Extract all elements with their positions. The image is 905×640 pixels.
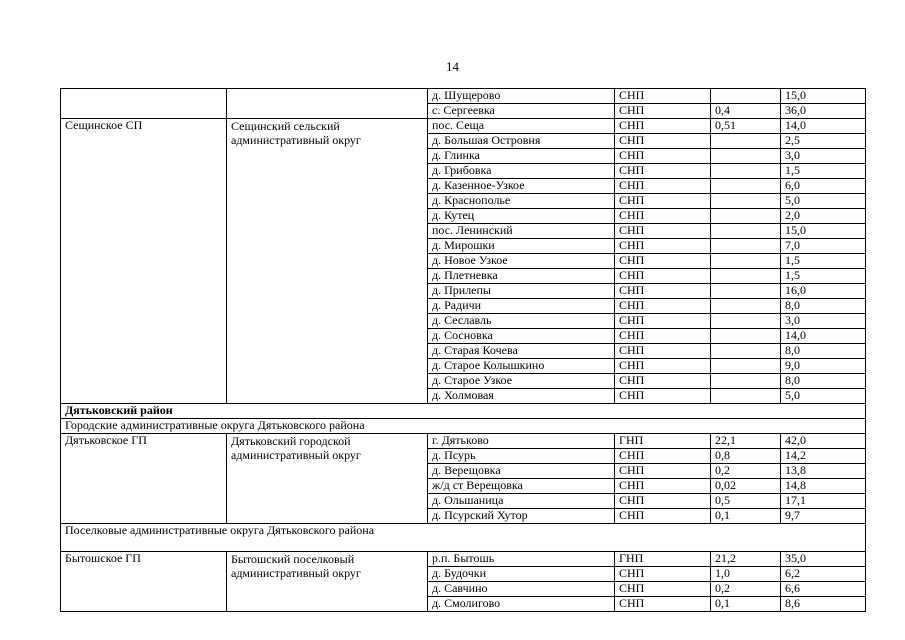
table-row [61, 552, 866, 567]
settlement-cell: Дятьковское ГП [61, 434, 227, 524]
type-cell: СНП [615, 209, 711, 224]
area-cell: 22,1 [711, 434, 781, 449]
value-cell: 2,5 [781, 134, 866, 149]
type-cell: СНП [615, 284, 711, 299]
area-cell [711, 374, 781, 389]
value-cell: 42,0 [781, 434, 866, 449]
value-cell: 13,8 [781, 464, 866, 479]
locality-cell: д. Шущерово [428, 89, 615, 104]
value-cell: 14,0 [781, 119, 866, 134]
area-cell [711, 389, 781, 404]
area-cell [711, 269, 781, 284]
locality-cell: д. Прилепы [428, 284, 615, 299]
value-cell: 6,0 [781, 179, 866, 194]
locality-cell: д. Сосновка [428, 329, 615, 344]
locality-cell: д. Старое Узкое [428, 374, 615, 389]
value-cell: 8,0 [781, 299, 866, 314]
locality-cell: д. Грибовка [428, 164, 615, 179]
table-row [61, 119, 866, 134]
type-cell: СНП [615, 494, 711, 509]
type-cell: СНП [615, 344, 711, 359]
value-cell: 6,2 [781, 567, 866, 582]
locality-cell: пос. Сеща [428, 119, 615, 134]
value-cell: 36,0 [781, 104, 866, 119]
locality-cell: д. Смолигово [428, 597, 615, 612]
district-cell: Сещинский сельский административный округ [227, 119, 428, 404]
type-cell: СНП [615, 374, 711, 389]
value-cell: 1,5 [781, 269, 866, 284]
type-cell: СНП [615, 464, 711, 479]
value-cell: 35,0 [781, 552, 866, 567]
area-cell [711, 164, 781, 179]
area-cell [711, 359, 781, 374]
area-cell: 0,5 [711, 494, 781, 509]
value-cell: 6,6 [781, 582, 866, 597]
area-cell [711, 179, 781, 194]
locality-cell: д. Старая Кочева [428, 344, 615, 359]
type-cell: СНП [615, 314, 711, 329]
district-cell: Дятьковский городской административный округ [227, 434, 428, 524]
value-cell: 5,0 [781, 194, 866, 209]
region-heading: Дятьковский район [61, 404, 866, 419]
area-cell: 0,2 [711, 464, 781, 479]
type-cell: СНП [615, 509, 711, 524]
value-cell: 3,0 [781, 314, 866, 329]
locality-cell: д. Радичи [428, 299, 615, 314]
area-cell [711, 284, 781, 299]
locality-cell: д. Холмовая [428, 389, 615, 404]
locality-cell: пос. Ленинский [428, 224, 615, 239]
area-cell [711, 299, 781, 314]
locality-cell: д. Сеславль [428, 314, 615, 329]
value-cell: 7,0 [781, 239, 866, 254]
type-cell: СНП [615, 254, 711, 269]
type-cell: СНП [615, 359, 711, 374]
type-cell: СНП [615, 224, 711, 239]
area-cell: 0,8 [711, 449, 781, 464]
district-cell [227, 89, 428, 119]
locality-cell: ж/д ст Верещовка [428, 479, 615, 494]
district-cell: Бытошский поселковый административный округ [227, 552, 428, 612]
area-cell [711, 314, 781, 329]
locality-cell: д. Псурский Хутор [428, 509, 615, 524]
area-cell [711, 149, 781, 164]
value-cell: 16,0 [781, 284, 866, 299]
locality-cell: д. Краснополье [428, 194, 615, 209]
type-cell: СНП [615, 479, 711, 494]
area-cell: 0,02 [711, 479, 781, 494]
locality-cell: д. Псурь [428, 449, 615, 464]
type-cell: ГНП [615, 434, 711, 449]
locality-cell: д. Глинка [428, 149, 615, 164]
locality-cell: г. Дятьково [428, 434, 615, 449]
type-cell: СНП [615, 104, 711, 119]
value-cell: 8,0 [781, 374, 866, 389]
value-cell: 1,5 [781, 164, 866, 179]
area-cell [711, 194, 781, 209]
type-cell: СНП [615, 582, 711, 597]
type-cell: СНП [615, 389, 711, 404]
type-cell: СНП [615, 89, 711, 104]
locality-cell: д. Кутец [428, 209, 615, 224]
type-cell: СНП [615, 239, 711, 254]
page-number: 14 [446, 59, 459, 74]
area-cell: 0,1 [711, 509, 781, 524]
area-cell [711, 224, 781, 239]
type-cell: СНП [615, 449, 711, 464]
section-row [61, 419, 866, 434]
value-cell: 1,5 [781, 254, 866, 269]
type-cell: СНП [615, 299, 711, 314]
locality-cell: д. Плетневка [428, 269, 615, 284]
settlement-cell: Сещинское СП [61, 119, 227, 404]
area-cell: 0,1 [711, 597, 781, 612]
table-row [61, 434, 866, 449]
settlement-cell [61, 89, 227, 119]
type-cell: СНП [615, 134, 711, 149]
type-cell: СНП [615, 567, 711, 582]
area-cell [711, 254, 781, 269]
area-cell [711, 239, 781, 254]
section-row [61, 524, 866, 552]
value-cell: 14,0 [781, 329, 866, 344]
value-cell: 3,0 [781, 149, 866, 164]
locality-cell: д. Ольшаница [428, 494, 615, 509]
locality-cell: д. Старое Колышкино [428, 359, 615, 374]
area-cell [711, 209, 781, 224]
section-row [61, 404, 866, 419]
area-cell: 0,4 [711, 104, 781, 119]
value-cell: 8,6 [781, 597, 866, 612]
locality-cell: д. Новое Узкое [428, 254, 615, 269]
value-cell: 17,1 [781, 494, 866, 509]
area-cell: 1,0 [711, 567, 781, 582]
value-cell: 9,0 [781, 359, 866, 374]
type-cell: ГНП [615, 552, 711, 567]
value-cell: 8,0 [781, 344, 866, 359]
value-cell: 14,2 [781, 449, 866, 464]
area-cell: 0,2 [711, 582, 781, 597]
area-cell: 0,51 [711, 119, 781, 134]
locality-cell: д. Мирошки [428, 239, 615, 254]
locality-cell: д. Верещовка [428, 464, 615, 479]
type-cell: СНП [615, 119, 711, 134]
value-cell: 9,7 [781, 509, 866, 524]
type-cell: СНП [615, 179, 711, 194]
value-cell: 5,0 [781, 389, 866, 404]
locality-cell: д. Будочки [428, 567, 615, 582]
value-cell: 15,0 [781, 89, 866, 104]
urban-section-heading: Городские административные округа Дятьковского района [61, 419, 866, 434]
area-cell: 21,2 [711, 552, 781, 567]
settlement-cell: Бытошское ГП [61, 552, 227, 612]
area-cell [711, 344, 781, 359]
locality-cell: д. Казенное-Узкое [428, 179, 615, 194]
table-row [61, 89, 866, 104]
locality-cell: д. Савчино [428, 582, 615, 597]
type-cell: СНП [615, 597, 711, 612]
locality-cell: д. Большая Островня [428, 134, 615, 149]
locality-cell: с. Сергеевка [428, 104, 615, 119]
area-cell [711, 89, 781, 104]
type-cell: СНП [615, 164, 711, 179]
area-cell [711, 329, 781, 344]
value-cell: 2,0 [781, 209, 866, 224]
type-cell: СНП [615, 194, 711, 209]
type-cell: СНП [615, 329, 711, 344]
type-cell: СНП [615, 149, 711, 164]
value-cell: 14,8 [781, 479, 866, 494]
type-cell: СНП [615, 269, 711, 284]
settlement-section-heading: Поселковые административные округа Дятьковского района [61, 524, 866, 552]
value-cell: 15,0 [781, 224, 866, 239]
settlements-table [60, 88, 866, 612]
area-cell [711, 134, 781, 149]
locality-cell: р.п. Бытошь [428, 552, 615, 567]
